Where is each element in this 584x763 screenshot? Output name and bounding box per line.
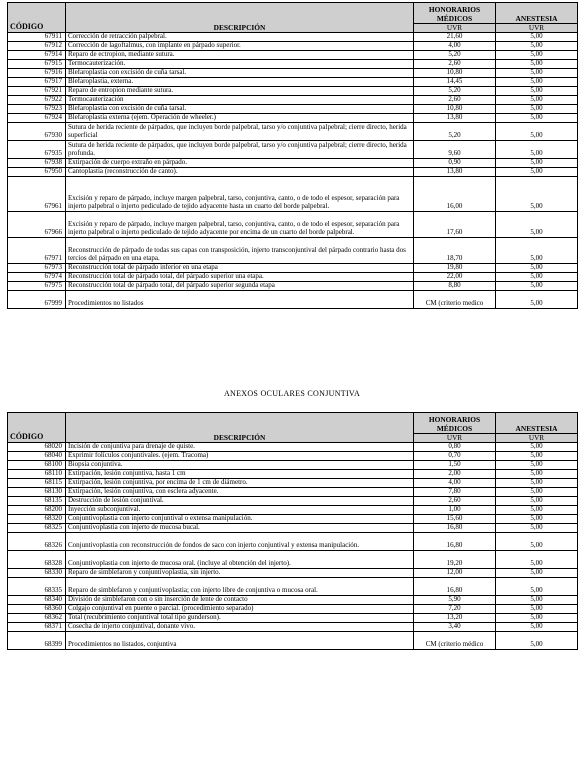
code-cell: 68320 — [8, 515, 66, 524]
fees-cell: 22,00 — [414, 273, 496, 282]
description-cell: Corrección de lagoftalmus, con implante en párpado superior. — [66, 42, 414, 51]
description-cell: Extirpación de cuerpo extraño en párpado. — [66, 159, 414, 168]
fees-cell: 9,60 — [414, 141, 496, 159]
fees-cell: 4,00 — [414, 42, 496, 51]
anesthesia-cell: 5,00 — [496, 470, 578, 479]
table-row — [8, 114, 578, 123]
table-row — [8, 605, 578, 614]
table2-body — [8, 443, 578, 650]
description-cell: Termocauterización — [66, 96, 414, 105]
table-row — [8, 282, 578, 291]
table-row — [8, 515, 578, 524]
anesthesia-cell: 5,00 — [496, 515, 578, 524]
fees-cell: 10,80 — [414, 69, 496, 78]
anesthesia-cell: 5,00 — [496, 614, 578, 623]
table-row — [8, 452, 578, 461]
code-cell: 67921 — [8, 87, 66, 96]
code-cell: 67975 — [8, 282, 66, 291]
fees-cell: 5,20 — [414, 123, 496, 141]
header-fees-unit: UVR — [414, 24, 496, 33]
anesthesia-cell: 5,00 — [496, 273, 578, 282]
anesthesia-cell: 5,00 — [496, 141, 578, 159]
description-cell: Cantoplastia (reconstrucción de canto). — [66, 168, 414, 177]
anesthesia-cell: 5,00 — [496, 238, 578, 264]
description-cell: Excisión y reparo de párpado, incluye margen palpebral, tarso, conjuntiva, canto, o de todo el espesor, separación para injerto palpebral o injerto pediculado de tejido adyacente hasta un cuarto del borde palpebral. — [66, 177, 414, 212]
code-cell: 67914 — [8, 51, 66, 60]
anesthesia-cell: 5,00 — [496, 159, 578, 168]
fees-cell: 17,60 — [414, 212, 496, 238]
code-cell: 67938 — [8, 159, 66, 168]
fees-cell: 2,60 — [414, 60, 496, 69]
table-row — [8, 42, 578, 51]
code-cell: 67917 — [8, 78, 66, 87]
fees-cell: 7,20 — [414, 605, 496, 614]
header-anesthesia-unit: UVR — [496, 24, 578, 33]
anesthesia-cell: 5,00 — [496, 488, 578, 497]
code-cell: 67912 — [8, 42, 66, 51]
description-cell: Total (recubrimiento conjuntival total tipo gunderson). — [66, 614, 414, 623]
procedure-fee-table-conjunctiva — [7, 412, 578, 650]
description-cell: Procedimientos no listados — [66, 291, 414, 309]
header-description: DESCRIPCIÓN — [66, 413, 414, 443]
fees-cell: CM (criterio medico — [414, 291, 496, 309]
table-row — [8, 470, 578, 479]
header-fees-unit: UVR — [414, 434, 496, 443]
description-cell: Reconstrucción de párpado de todas sus capas con transposición, injerto transconjuntival del párpado contrario hasta dos tercios del párpado en una etapa. — [66, 238, 414, 264]
header-code: CÓDIGO — [8, 3, 66, 33]
table-row — [8, 69, 578, 78]
code-cell: 68110 — [8, 470, 66, 479]
description-cell: Inyección subconjuntival. — [66, 506, 414, 515]
code-cell: 68371 — [8, 623, 66, 632]
code-cell: 68362 — [8, 614, 66, 623]
anesthesia-cell: 5,00 — [496, 623, 578, 632]
fees-cell: 13,80 — [414, 114, 496, 123]
code-cell: 67916 — [8, 69, 66, 78]
description-cell: Excisión y reparo de párpado, incluye margen palpebral, tarso, conjuntiva, canto, o de todo el espesor, separación para injerto palpebral o injerto pediculado de tejido adyacente por encima de un cuarto del borde palpebral. — [66, 212, 414, 238]
table-row — [8, 291, 578, 309]
fees-cell: 8,80 — [414, 282, 496, 291]
anesthesia-cell: 5,00 — [496, 114, 578, 123]
anesthesia-cell: 5,00 — [496, 506, 578, 515]
table-row — [8, 87, 578, 96]
anesthesia-cell: 5,00 — [496, 264, 578, 273]
anesthesia-cell: 5,00 — [496, 533, 578, 551]
anesthesia-cell: 5,00 — [496, 596, 578, 605]
fees-cell: 16,80 — [414, 524, 496, 533]
anesthesia-cell: 5,00 — [496, 497, 578, 506]
table-row — [8, 51, 578, 60]
header-anesthesia: ANESTESIA — [496, 413, 578, 434]
fees-cell: 2,00 — [414, 470, 496, 479]
description-cell: Termocauterización. — [66, 60, 414, 69]
anesthesia-cell: 5,00 — [496, 282, 578, 291]
header-anesthesia: ANESTESIA — [496, 3, 578, 24]
description-cell: Exprimir folículos conjuntivales. (ejem. Tracoma) — [66, 452, 414, 461]
fees-cell: 0,90 — [414, 159, 496, 168]
fees-cell: 16,80 — [414, 578, 496, 596]
description-cell: Conjuntivoplastia con injerto de mucosa bucal. — [66, 524, 414, 533]
description-cell: Conjuntivoplastia con injerto conjuntival o extensa manipulación. — [66, 515, 414, 524]
code-cell: 68130 — [8, 488, 66, 497]
table-row — [8, 596, 578, 605]
table-row — [8, 551, 578, 569]
fees-cell: 13,20 — [414, 614, 496, 623]
description-cell: Reparo de simblefaron y conjuntivoplastia, sin injerto. — [66, 569, 414, 578]
table-row — [8, 33, 578, 42]
table-row — [8, 212, 578, 238]
description-cell: Sutura de herida reciente de párpados, que incluyen borde palpebral, tarso y/o conjuntiva palpebral; cierre directo, herida profunda. — [66, 141, 414, 159]
description-cell: Conjuntivoplastia con injerto de mucosa oral. (incluye al obtención del injerto). — [66, 551, 414, 569]
anesthesia-cell: 5,00 — [496, 632, 578, 650]
fees-cell: 16,80 — [414, 533, 496, 551]
description-cell: Corrección de retracción palpebral. — [66, 33, 414, 42]
description-cell: Cosecha de injerto conjuntival, donante vivo. — [66, 623, 414, 632]
table-row — [8, 623, 578, 632]
fees-cell: 7,80 — [414, 488, 496, 497]
fees-cell: 15,60 — [414, 515, 496, 524]
table-row — [8, 159, 578, 168]
code-cell: 68335 — [8, 578, 66, 596]
code-cell: 67924 — [8, 114, 66, 123]
code-cell: 67915 — [8, 60, 66, 69]
table-row — [8, 141, 578, 159]
code-cell: 68340 — [8, 596, 66, 605]
code-cell: 67950 — [8, 168, 66, 177]
anesthesia-cell: 5,00 — [496, 60, 578, 69]
fees-cell: 1,50 — [414, 461, 496, 470]
description-cell: Incisión de conjuntiva para drenaje de quiste. — [66, 443, 414, 452]
code-cell: 68200 — [8, 506, 66, 515]
description-cell: Blefaroplastia, externa. — [66, 78, 414, 87]
fees-cell: 16,00 — [414, 177, 496, 212]
header-code: CÓDIGO — [8, 413, 66, 443]
anesthesia-cell: 5,00 — [496, 123, 578, 141]
table-row — [8, 443, 578, 452]
code-cell: 67974 — [8, 273, 66, 282]
description-cell: Reparo de ectropion, mediante sutura. — [66, 51, 414, 60]
fees-cell: 14,45 — [414, 78, 496, 87]
anesthesia-cell: 5,00 — [496, 78, 578, 87]
code-cell: 68115 — [8, 479, 66, 488]
description-cell: Biopsia conjuntiva. — [66, 461, 414, 470]
description-cell: División de simblefaron con o sin inserción de lente de contacto — [66, 596, 414, 605]
section-title: ANEXOS OCULARES CONJUNTIVA — [223, 389, 361, 398]
code-cell: 67966 — [8, 212, 66, 238]
header-fees: HONORARIOS MÉDICOS — [414, 413, 496, 434]
fees-cell: 3,40 — [414, 623, 496, 632]
anesthesia-cell: 5,00 — [496, 87, 578, 96]
anesthesia-cell: 5,00 — [496, 69, 578, 78]
fees-cell: 21,60 — [414, 33, 496, 42]
description-cell: Reconstrucción total de párpado total, del párpado superior una etapa. — [66, 273, 414, 282]
anesthesia-cell: 5,00 — [496, 51, 578, 60]
table-row — [8, 506, 578, 515]
fees-cell: 1,00 — [414, 506, 496, 515]
code-cell: 68326 — [8, 533, 66, 551]
code-cell: 67935 — [8, 141, 66, 159]
code-cell: 67911 — [8, 33, 66, 42]
fees-cell: 0,80 — [414, 443, 496, 452]
anesthesia-cell: 5,00 — [496, 605, 578, 614]
code-cell: 67971 — [8, 238, 66, 264]
fees-cell: 4,00 — [414, 479, 496, 488]
description-cell: Reconstrucción total de párpado inferior en una etapa — [66, 264, 414, 273]
code-cell: 67973 — [8, 264, 66, 273]
anesthesia-cell: 5,00 — [496, 479, 578, 488]
table-row — [8, 60, 578, 69]
code-cell: 68325 — [8, 524, 66, 533]
anesthesia-cell: 5,00 — [496, 105, 578, 114]
table-row — [8, 238, 578, 264]
description-cell: Sutura de herida reciente de párpados, que incluyen borde palpebral, tarso y/o conjuntiva palpebral; cierre directo, herida superficial — [66, 123, 414, 141]
table-row — [8, 524, 578, 533]
table-row — [8, 578, 578, 596]
table-row — [8, 168, 578, 177]
header-description: DESCRIPCIÓN — [66, 3, 414, 33]
fees-cell: 12,00 — [414, 569, 496, 578]
anesthesia-cell: 5,00 — [496, 177, 578, 212]
code-cell: 68328 — [8, 551, 66, 569]
description-cell: Extirpación, lesión conjuntiva, por encima de 1 cm de diámetro. — [66, 479, 414, 488]
fees-cell: 5,90 — [414, 596, 496, 605]
fees-cell: 13,80 — [414, 168, 496, 177]
table-row — [8, 569, 578, 578]
anesthesia-cell: 5,00 — [496, 452, 578, 461]
code-cell: 67923 — [8, 105, 66, 114]
description-cell: Conjuntivoplastia con reconstrucción de fondos de saco con injerto conjuntival y extensa manipulación. — [66, 533, 414, 551]
code-cell: 68360 — [8, 605, 66, 614]
description-cell: Reparo de simblefaron y conjuntivoplastia; con injerto libre de conjuntiva o mucosa oral. — [66, 578, 414, 596]
procedure-fee-table-eyelid — [7, 2, 578, 309]
anesthesia-cell: 5,00 — [496, 524, 578, 533]
code-cell: 67922 — [8, 96, 66, 105]
code-cell: 67930 — [8, 123, 66, 141]
table-row — [8, 96, 578, 105]
anesthesia-cell: 5,00 — [496, 291, 578, 309]
fees-cell: 5,20 — [414, 87, 496, 96]
header-fees: HONORARIOS MÉDICOS — [414, 3, 496, 24]
description-cell: Extirpación, lesión conjuntiva, hasta 1 cm — [66, 470, 414, 479]
description-cell: Colgajo conjuntival en puente o parcial. (procedimiento separado) — [66, 605, 414, 614]
table-row — [8, 78, 578, 87]
description-cell: Blefaroplastia con excisión de cuña tarsal. — [66, 105, 414, 114]
table-row — [8, 533, 578, 551]
anesthesia-cell: 5,00 — [496, 96, 578, 105]
anesthesia-cell: 5,00 — [496, 551, 578, 569]
table-row — [8, 461, 578, 470]
code-cell: 68040 — [8, 452, 66, 461]
fees-cell: 2,60 — [414, 497, 496, 506]
anesthesia-cell: 5,00 — [496, 461, 578, 470]
description-cell: Procedimientos no listados, conjuntiva — [66, 632, 414, 650]
code-cell: 67961 — [8, 177, 66, 212]
anesthesia-cell: 5,00 — [496, 578, 578, 596]
table1-body — [8, 33, 578, 309]
table-row — [8, 264, 578, 273]
anesthesia-cell: 5,00 — [496, 443, 578, 452]
description-cell: Extirpación, lesión conjuntiva, con esclera adyacente. — [66, 488, 414, 497]
fees-cell: 5,20 — [414, 51, 496, 60]
table-row — [8, 105, 578, 114]
code-cell: 68330 — [8, 569, 66, 578]
table-row — [8, 123, 578, 141]
fees-cell: 18,70 — [414, 238, 496, 264]
code-cell: 68399 — [8, 632, 66, 650]
description-cell: Blefaroplastia externa (ejem. Operación de wheeler.) — [66, 114, 414, 123]
fees-cell: 2,60 — [414, 96, 496, 105]
code-cell: 67999 — [8, 291, 66, 309]
table-row — [8, 273, 578, 282]
table-row — [8, 497, 578, 506]
fees-cell: 10,80 — [414, 105, 496, 114]
description-cell: Destrucción de lesión conjuntival. — [66, 497, 414, 506]
header-anesthesia-unit: UVR — [496, 434, 578, 443]
anesthesia-cell: 5,00 — [496, 42, 578, 51]
description-cell: Reconstrucción total de párpado total, del párpado superior segunda etapa — [66, 282, 414, 291]
table-row — [8, 479, 578, 488]
code-cell: 68020 — [8, 443, 66, 452]
fees-cell: 19,80 — [414, 264, 496, 273]
code-cell: 68135 — [8, 497, 66, 506]
code-cell: 68100 — [8, 461, 66, 470]
anesthesia-cell: 5,00 — [496, 33, 578, 42]
fees-cell: CM (criterio médico — [414, 632, 496, 650]
description-cell: Reparo de entropion mediante sutura. — [66, 87, 414, 96]
table-row — [8, 488, 578, 497]
anesthesia-cell: 5,00 — [496, 569, 578, 578]
table-row — [8, 614, 578, 623]
fees-cell: 19,20 — [414, 551, 496, 569]
fees-cell: 0,70 — [414, 452, 496, 461]
description-cell: Blefaroplastia con excisión de cuña tarsal. — [66, 69, 414, 78]
anesthesia-cell: 5,00 — [496, 212, 578, 238]
anesthesia-cell: 5,00 — [496, 168, 578, 177]
table-row — [8, 177, 578, 212]
table-row — [8, 632, 578, 650]
